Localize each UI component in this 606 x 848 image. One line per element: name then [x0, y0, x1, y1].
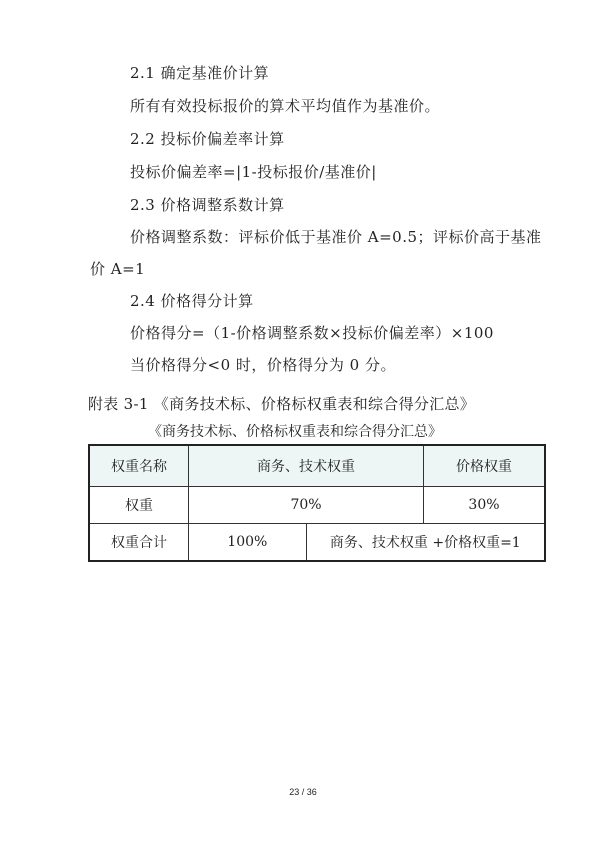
section-2-4-formula: 价格得分=（1-价格调整系数×投标价偏差率）×100: [130, 324, 494, 342]
weights-table: [88, 444, 546, 562]
table-row: [89, 487, 545, 524]
section-2-3-body-line1: 价格调整系数：评标价低于基准价 A=0.5；评标价高于基准: [130, 228, 542, 246]
page-number: 23 / 36: [289, 787, 317, 797]
header-price-weight: 价格权重: [423, 445, 545, 487]
appendix-caption: 附表 3-1 《商务技术标、价格标权重表和综合得分汇总》: [88, 395, 476, 413]
section-2-3-body-line2: 价 A=1: [90, 260, 146, 278]
section-2-1-body: 所有有效投标报价的算术平均值作为基准价。: [130, 97, 441, 115]
section-2-2-formula: 投标价偏差率=|1-投标报价/基准价|: [130, 163, 377, 181]
header-weight-name: 权重名称: [89, 445, 189, 487]
row-weight-label: 权重: [89, 487, 189, 524]
table-header-row: [89, 445, 545, 487]
table-row: [89, 524, 545, 562]
row-weight-business-tech: 70%: [189, 487, 424, 524]
section-2-3-heading: 2.3 价格调整系数计算: [130, 196, 285, 214]
row-total-formula: 商务、技术权重 +价格权重=1: [306, 524, 545, 562]
header-business-tech-weight: 商务、技术权重: [189, 445, 424, 487]
row-weight-price: 30%: [423, 487, 545, 524]
section-2-4-heading: 2.4 价格得分计算: [130, 292, 254, 310]
row-total-label: 权重合计: [89, 524, 189, 562]
section-2-2-heading: 2.2 投标价偏差率计算: [130, 130, 285, 148]
table-title: 《商务技术标、价格标权重表和综合得分汇总》: [148, 424, 442, 440]
section-2-4-note: 当价格得分<0 时，价格得分为 0 分。: [130, 356, 396, 374]
section-2-1-heading: 2.1 确定基准价计算: [130, 64, 270, 82]
row-total-value: 100%: [189, 524, 307, 562]
